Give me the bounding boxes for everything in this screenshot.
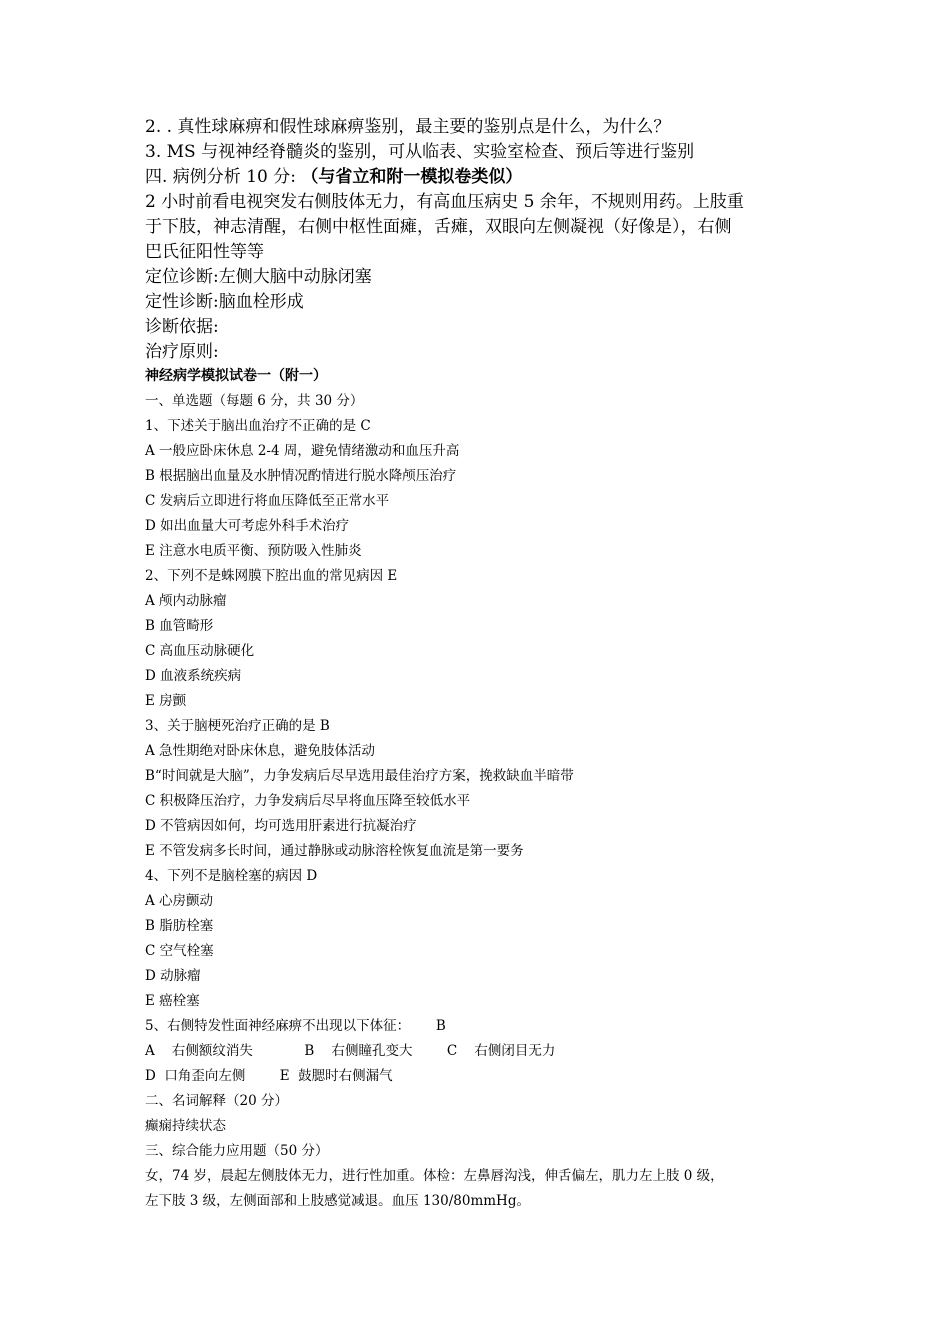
mcq-3-stem: 3、关于脑梗死治疗正确的是 B (145, 718, 330, 734)
mcq-1-option-a: A 一般应卧床休息 2-4 周，避免情绪激动和血压升高 (145, 443, 460, 459)
case-analysis-heading (145, 165, 815, 190)
mcq-4-option-c: C 空气栓塞 (145, 943, 214, 959)
lower-section (145, 364, 815, 1214)
case-description-line-1: 女，74 岁，晨起左侧肢体无力，进行性加重。体检：左鼻唇沟浅，伸舌偏左，肌力左上肢 0 级， (145, 1168, 724, 1184)
mcq-3-option-c: C 积极降压治疗，力争发病后尽早将血压降至较低水平 (145, 793, 471, 809)
mcq-4-option-e: E 癌栓塞 (145, 993, 200, 1009)
mcq-2-option-d: D 血液系统疾病 (145, 668, 242, 684)
mcq-2-option-a: A 颅内动脉瘤 (145, 593, 227, 609)
exam-title: 神经病学模拟试卷一（附一） (145, 368, 327, 384)
mcq-4-option-b: B 脂肪栓塞 (145, 918, 214, 934)
mcq-5-options-de: D 口角歪向左侧 E 鼓腮时右侧漏气 (145, 1068, 393, 1084)
mcq-1-stem: 1、下述关于脑出血治疗不正确的是 C (145, 418, 371, 434)
mcq-3-option-a: A 急性期绝对卧床休息，避免肢体活动 (145, 743, 376, 759)
mcq-3-option-b: B“时间就是大脑”，力争发病后尽早选用最佳治疗方案，挽救缺血半暗带 (145, 768, 574, 784)
mcq-2-option-b: B 血管畸形 (145, 618, 214, 634)
question-3-text: 3. MS 与视神经脊髓炎的鉴别，可从临表、实验室检查、预后等进行鉴别 (145, 142, 695, 162)
mcq-4-option-d: D 动脉瘤 (145, 968, 201, 984)
mcq-1-option-c: C 发病后立即进行将血压降低至正常水平 (145, 493, 390, 509)
case-text-line-2: 于下肢，神志清醒，右侧中枢性面瘫，舌瘫，双眼向左侧凝视（好像是），右侧 (145, 217, 732, 237)
mcq-5-options-abc: A 右侧额纹消失 B 右侧瞳孔变大 C 右侧闭目无力 (145, 1043, 556, 1059)
mcq-1-option-b: B 根据脑出血量及水肿情况酌情进行脱水降颅压治疗 (145, 468, 457, 484)
mcq-2-stem: 2、下列不是蛛网膜下腔出血的常见病因 E (145, 568, 398, 584)
mcq-5-stem: 5、右侧特发性面神经麻痹不出现以下体征： B (145, 1018, 446, 1034)
mcq-4-option-a: A 心房颤动 (145, 893, 214, 909)
location-diagnosis: 定位诊断:左侧大脑中动脉闭塞 (145, 267, 372, 287)
qualitative-diagnosis: 定性诊断:脑血栓形成 (145, 292, 304, 312)
case-heading-note: （与省立和附一模拟卷类似） (301, 167, 523, 187)
treatment-principle: 治疗原则: (145, 342, 219, 362)
upper-section (145, 115, 815, 365)
section-3-heading: 三、综合能力应用题（50 分） (145, 1143, 329, 1159)
mcq-1-option-d: D 如出血量大可考虑外科手术治疗 (145, 518, 350, 534)
mcq-3-option-e: E 不管发病多长时间，通过静脉或动脉溶栓恢复血流是第一要务 (145, 843, 524, 859)
case-text-line-1: 2 小时前看电视突发右侧肢体无力，有高血压病史 5 余年，不规则用药。上肢重 (145, 192, 744, 212)
mcq-1-option-e: E 注意水电质平衡、预防吸入性肺炎 (145, 543, 362, 559)
section-2-heading: 二、名词解释（20 分） (145, 1093, 288, 1109)
case-description-line-2: 左下肢 3 级，左侧面部和上肢感觉减退。血压 130/80mmHg。 (145, 1193, 530, 1209)
section-1-heading: 一、单选题（每题 6 分，共 30 分） (145, 393, 364, 409)
case-text-line-3: 巴氏征阳性等等 (145, 242, 264, 262)
mcq-3-option-d: D 不管病因如何，均可选用肝素进行抗凝治疗 (145, 818, 417, 834)
mcq-4-stem: 4、下列不是脑栓塞的病因 D (145, 868, 318, 884)
question-2-text: 2. . 真性球麻痹和假性球麻痹鉴别，最主要的鉴别点是什么，为什么？ (145, 117, 671, 137)
mcq-2-option-e: E 房颤 (145, 693, 187, 709)
term-definition-item: 癫痫持续状态 (145, 1118, 226, 1134)
diagnosis-basis: 诊断依据: (145, 317, 219, 337)
mcq-2-option-c: C 高血压动脉硬化 (145, 643, 255, 659)
case-heading-label: 四. 病例分析 10 分: (145, 167, 302, 187)
